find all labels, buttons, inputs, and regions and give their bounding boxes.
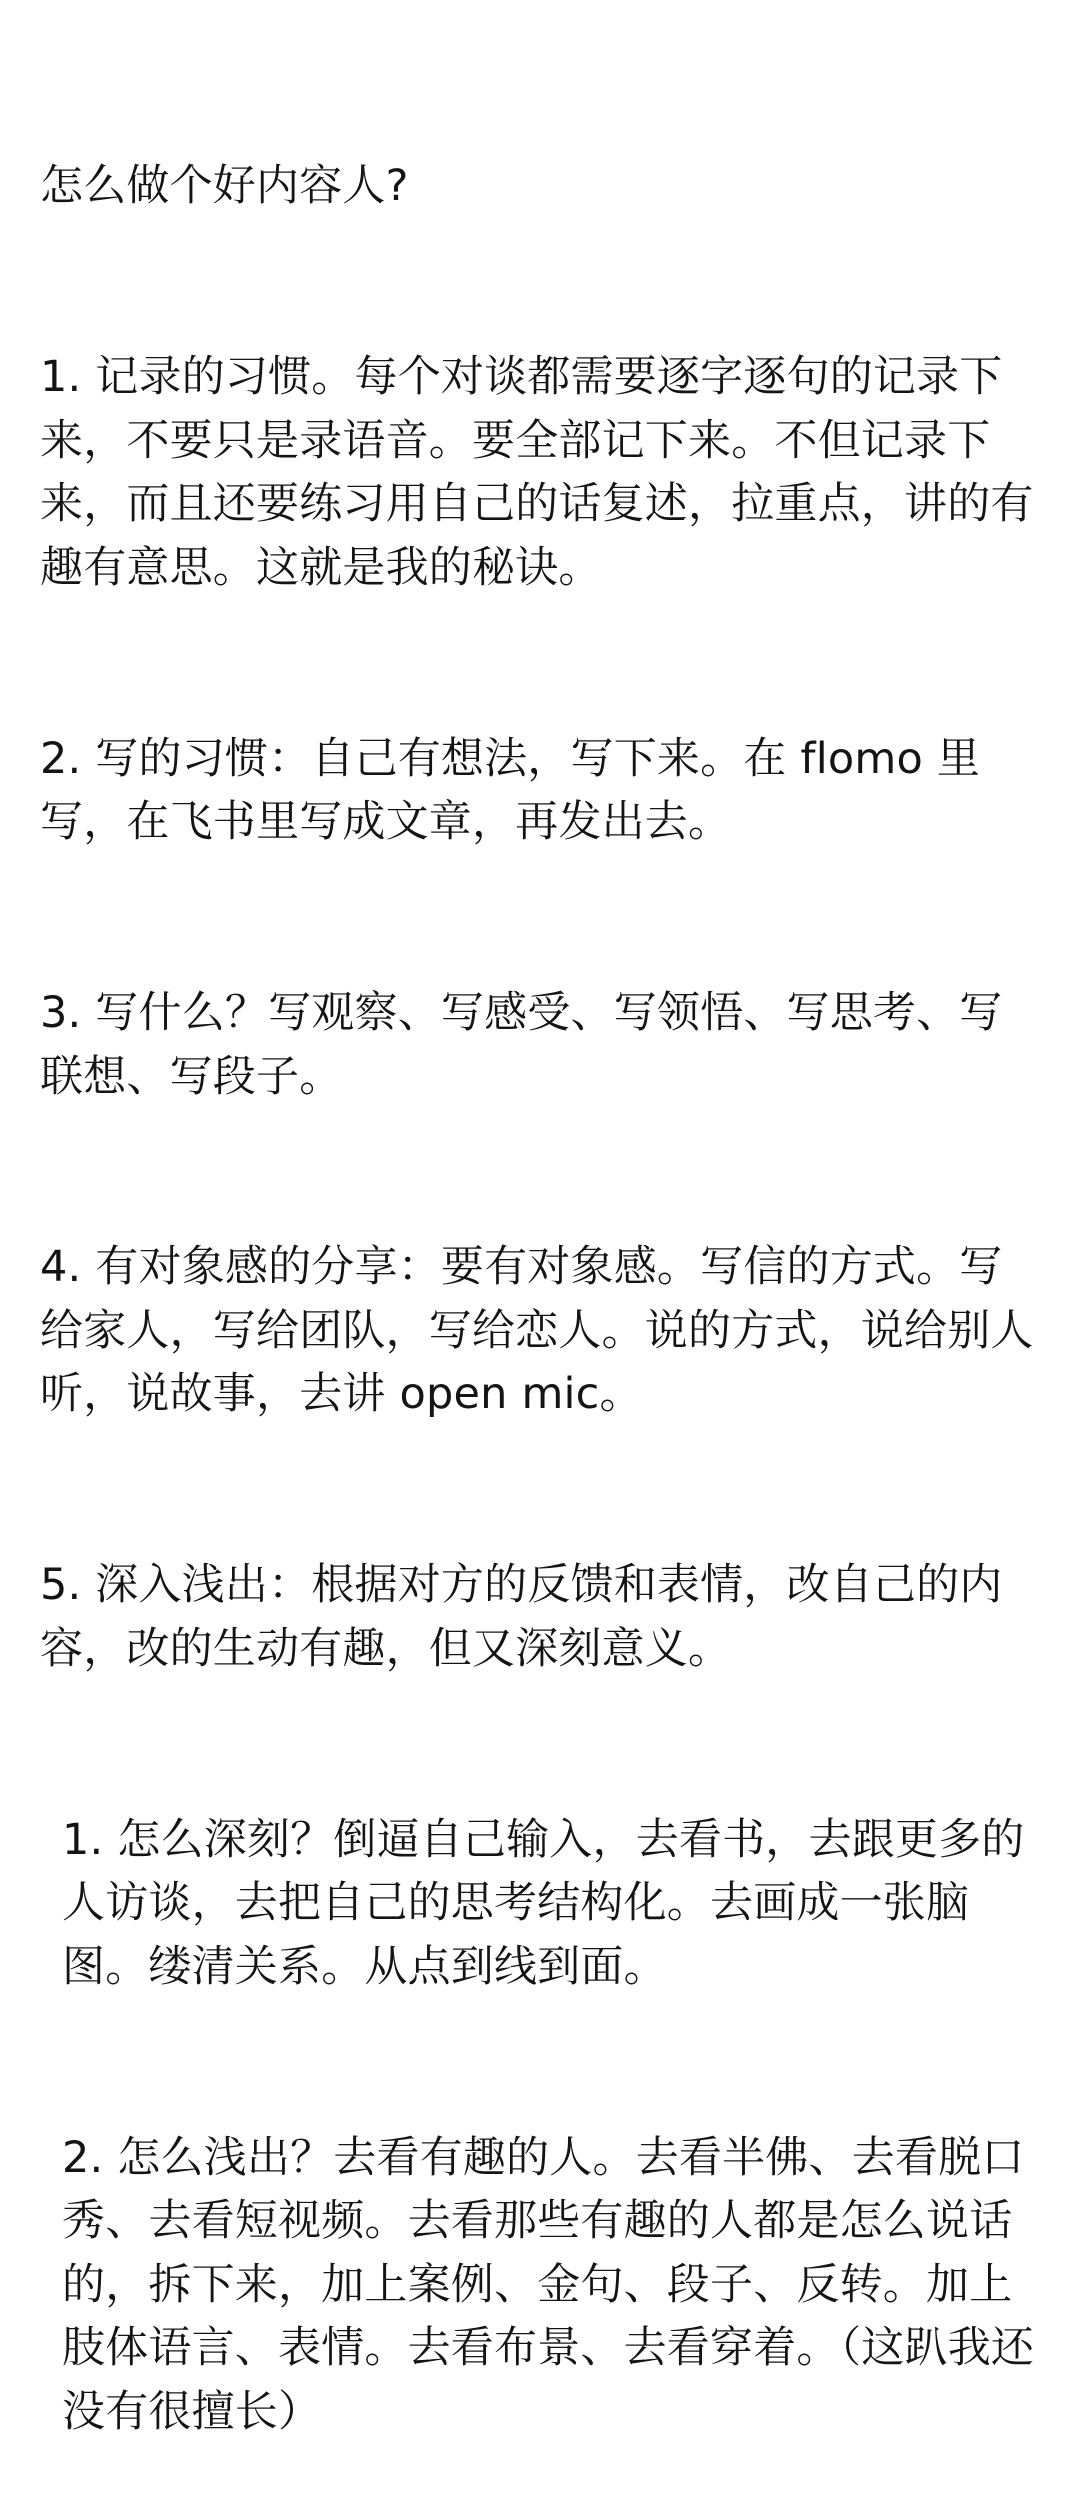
list-item: 4. 有对象感的分享：要有对象感。写信的方式。写给家人，写给团队，写给恋人。说的方式，说给别人听，说故事，去讲 open mic。 (40, 1242, 1034, 1420)
list-item: 2. 写的习惯：自己有想法，写下来。在 flomo 里写，在飞书里写成文章，再发出去。 (40, 733, 981, 848)
note-title: 怎么做个好内容人? (40, 161, 409, 212)
sub-list-item: 1. 怎么深刻？倒逼自己输入，去看书，去跟更多的人访谈，去把自己的思考结构化。去画成一张脑图。缕清关系。从点到线到面。 (62, 1814, 1025, 1992)
list-item: 3. 写什么？写观察、写感受、写领悟、写思考、写联想、写段子。 (40, 987, 1003, 1102)
sub-list-item: 2. 怎么浅出？去看有趣的人。去看半佛、去看脱口秀、去看短视频。去看那些有趣的人都是怎么说话的，拆下来，加上案例、金句、段子、反转。加上肢体语言、表情。去看布景、去看穿着。（这趴我还没有很擅长） (62, 2132, 1035, 2437)
note-text (40, 28, 1045, 2508)
list-item: 1. 记录的习惯。每个对谈都需要逐字逐句的记录下来，不要只是录语音。要全部记下来。不但记录下来，而且还要练习用自己的话复述，拉重点，讲的有趣有意思。这就是我的秘诀。 (40, 351, 1034, 593)
list-item: 5. 深入浅出：根据对方的反馈和表情，改自己的内容，改的生动有趣，但又深刻意义。 (40, 1560, 1003, 1674)
